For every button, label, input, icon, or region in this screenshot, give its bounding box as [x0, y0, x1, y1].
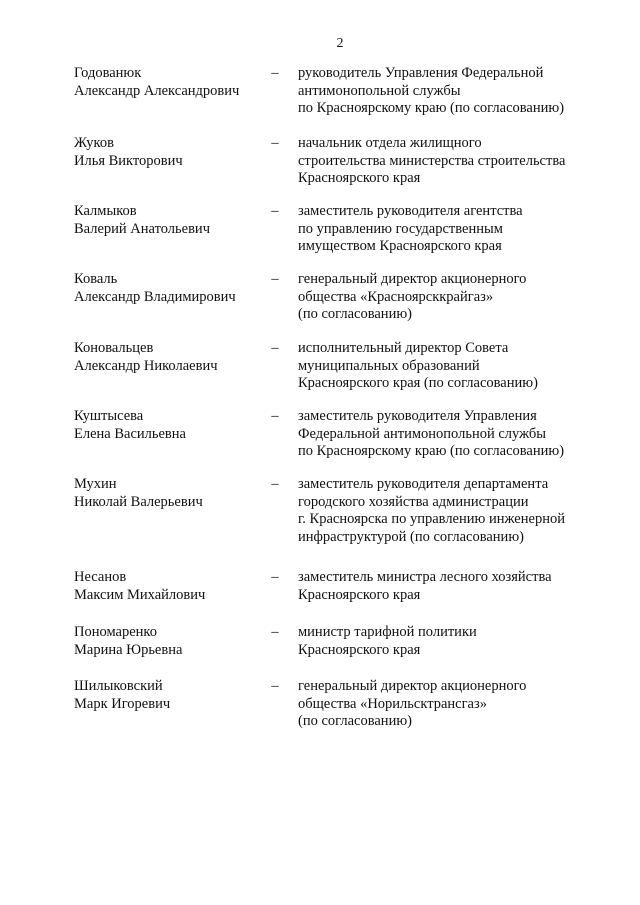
position-line: Красноярского края [298, 641, 421, 658]
position-line: начальник отдела жилищного [298, 135, 482, 151]
position-line: заместитель министра лесного хозяйства [298, 569, 552, 585]
position-line: министр тарифной политики [298, 624, 477, 640]
member-position [298, 624, 598, 659]
position-line: генеральный директор акционерного [298, 678, 527, 694]
position-line: общества «Норильсктрансгаз» [298, 695, 487, 712]
position-line: по управлению государственным [298, 220, 503, 237]
position-line: по Красноярскому краю (по согласованию) [298, 443, 565, 459]
member-given-names: Валерий Анатольевич [74, 220, 210, 237]
member-given-names: Александр Владимирович [74, 288, 236, 305]
member-surname: Шилыковский [74, 678, 163, 694]
position-line: имуществом Красноярского края [298, 238, 502, 254]
position-line: руководитель Управления Федеральной [298, 65, 544, 81]
member-position [298, 569, 598, 604]
position-line: заместитель руководителя департамента [298, 476, 549, 492]
member-given-names: Александр Николаевич [74, 357, 218, 374]
member-surname: Калмыков [74, 203, 137, 219]
member-name [74, 65, 264, 100]
member-given-names: Елена Васильевна [74, 425, 186, 442]
position-line: по Красноярскому краю (по согласованию) [298, 100, 565, 116]
member-surname: Несанов [74, 569, 127, 585]
position-line: Красноярского края (по согласованию) [298, 375, 538, 391]
member-name [74, 203, 264, 238]
member-name [74, 476, 264, 511]
member-surname: Куштысева [74, 408, 144, 424]
position-line: Федеральной антимонопольной службы [298, 425, 547, 442]
member-name [74, 135, 264, 170]
member-surname: Пономаренко [74, 624, 157, 640]
dash-separator: – [271, 678, 279, 694]
position-line: Красноярского края [298, 586, 421, 603]
member-position [298, 203, 598, 256]
position-line: строительства министерства строительства [298, 152, 566, 169]
dash-separator: – [271, 271, 279, 287]
member-position [298, 340, 598, 393]
member-given-names: Максим Михайлович [74, 586, 206, 603]
member-surname: Коваль [74, 271, 118, 287]
position-line: Красноярского края [298, 170, 421, 186]
member-name [74, 624, 264, 659]
position-line: городского хозяйства администрации [298, 493, 529, 510]
member-name [74, 678, 264, 713]
position-line: общества «Красноярсккрайгаз» [298, 288, 494, 305]
member-given-names: Марк Игоревич [74, 695, 171, 712]
position-line: заместитель руководителя Управления [298, 408, 537, 424]
member-surname: Жуков [74, 135, 114, 151]
member-surname: Мухин [74, 476, 117, 492]
dash-separator: – [271, 569, 279, 585]
member-position [298, 408, 598, 461]
member-given-names: Илья Викторович [74, 152, 183, 169]
member-position [298, 135, 598, 188]
dash-separator: – [271, 135, 279, 151]
member-name [74, 408, 264, 443]
member-position [298, 678, 598, 731]
member-name [74, 569, 264, 604]
member-given-names: Николай Валерьевич [74, 493, 203, 510]
member-given-names: Александр Александрович [74, 82, 240, 99]
member-name [74, 271, 264, 306]
position-line: заместитель руководителя агентства [298, 203, 523, 219]
position-line: г. Красноярска по управлению инженерной [298, 511, 565, 527]
dash-separator: – [271, 624, 279, 640]
member-position [298, 65, 598, 118]
member-name [74, 340, 264, 375]
dash-separator: – [271, 476, 279, 492]
member-position [298, 476, 598, 546]
member-given-names: Марина Юрьевна [74, 641, 183, 658]
dash-separator: – [271, 203, 279, 219]
position-line: генеральный директор акционерного [298, 271, 527, 287]
dash-separator: – [271, 408, 279, 424]
member-surname: Коновальцев [74, 340, 154, 356]
dash-separator: – [271, 340, 279, 356]
position-line: (по согласованию) [298, 306, 412, 322]
position-line: муниципальных образований [298, 357, 480, 374]
position-line: антимонопольной службы [298, 82, 461, 99]
page-number: 2 [336, 36, 344, 51]
member-position [298, 271, 598, 324]
dash-separator: – [271, 65, 279, 81]
position-line: (по согласованию) [298, 713, 412, 729]
position-line: исполнительный директор Совета [298, 340, 509, 356]
member-surname: Годованюк [74, 65, 142, 81]
position-line: инфраструктурой (по согласованию) [298, 528, 524, 545]
